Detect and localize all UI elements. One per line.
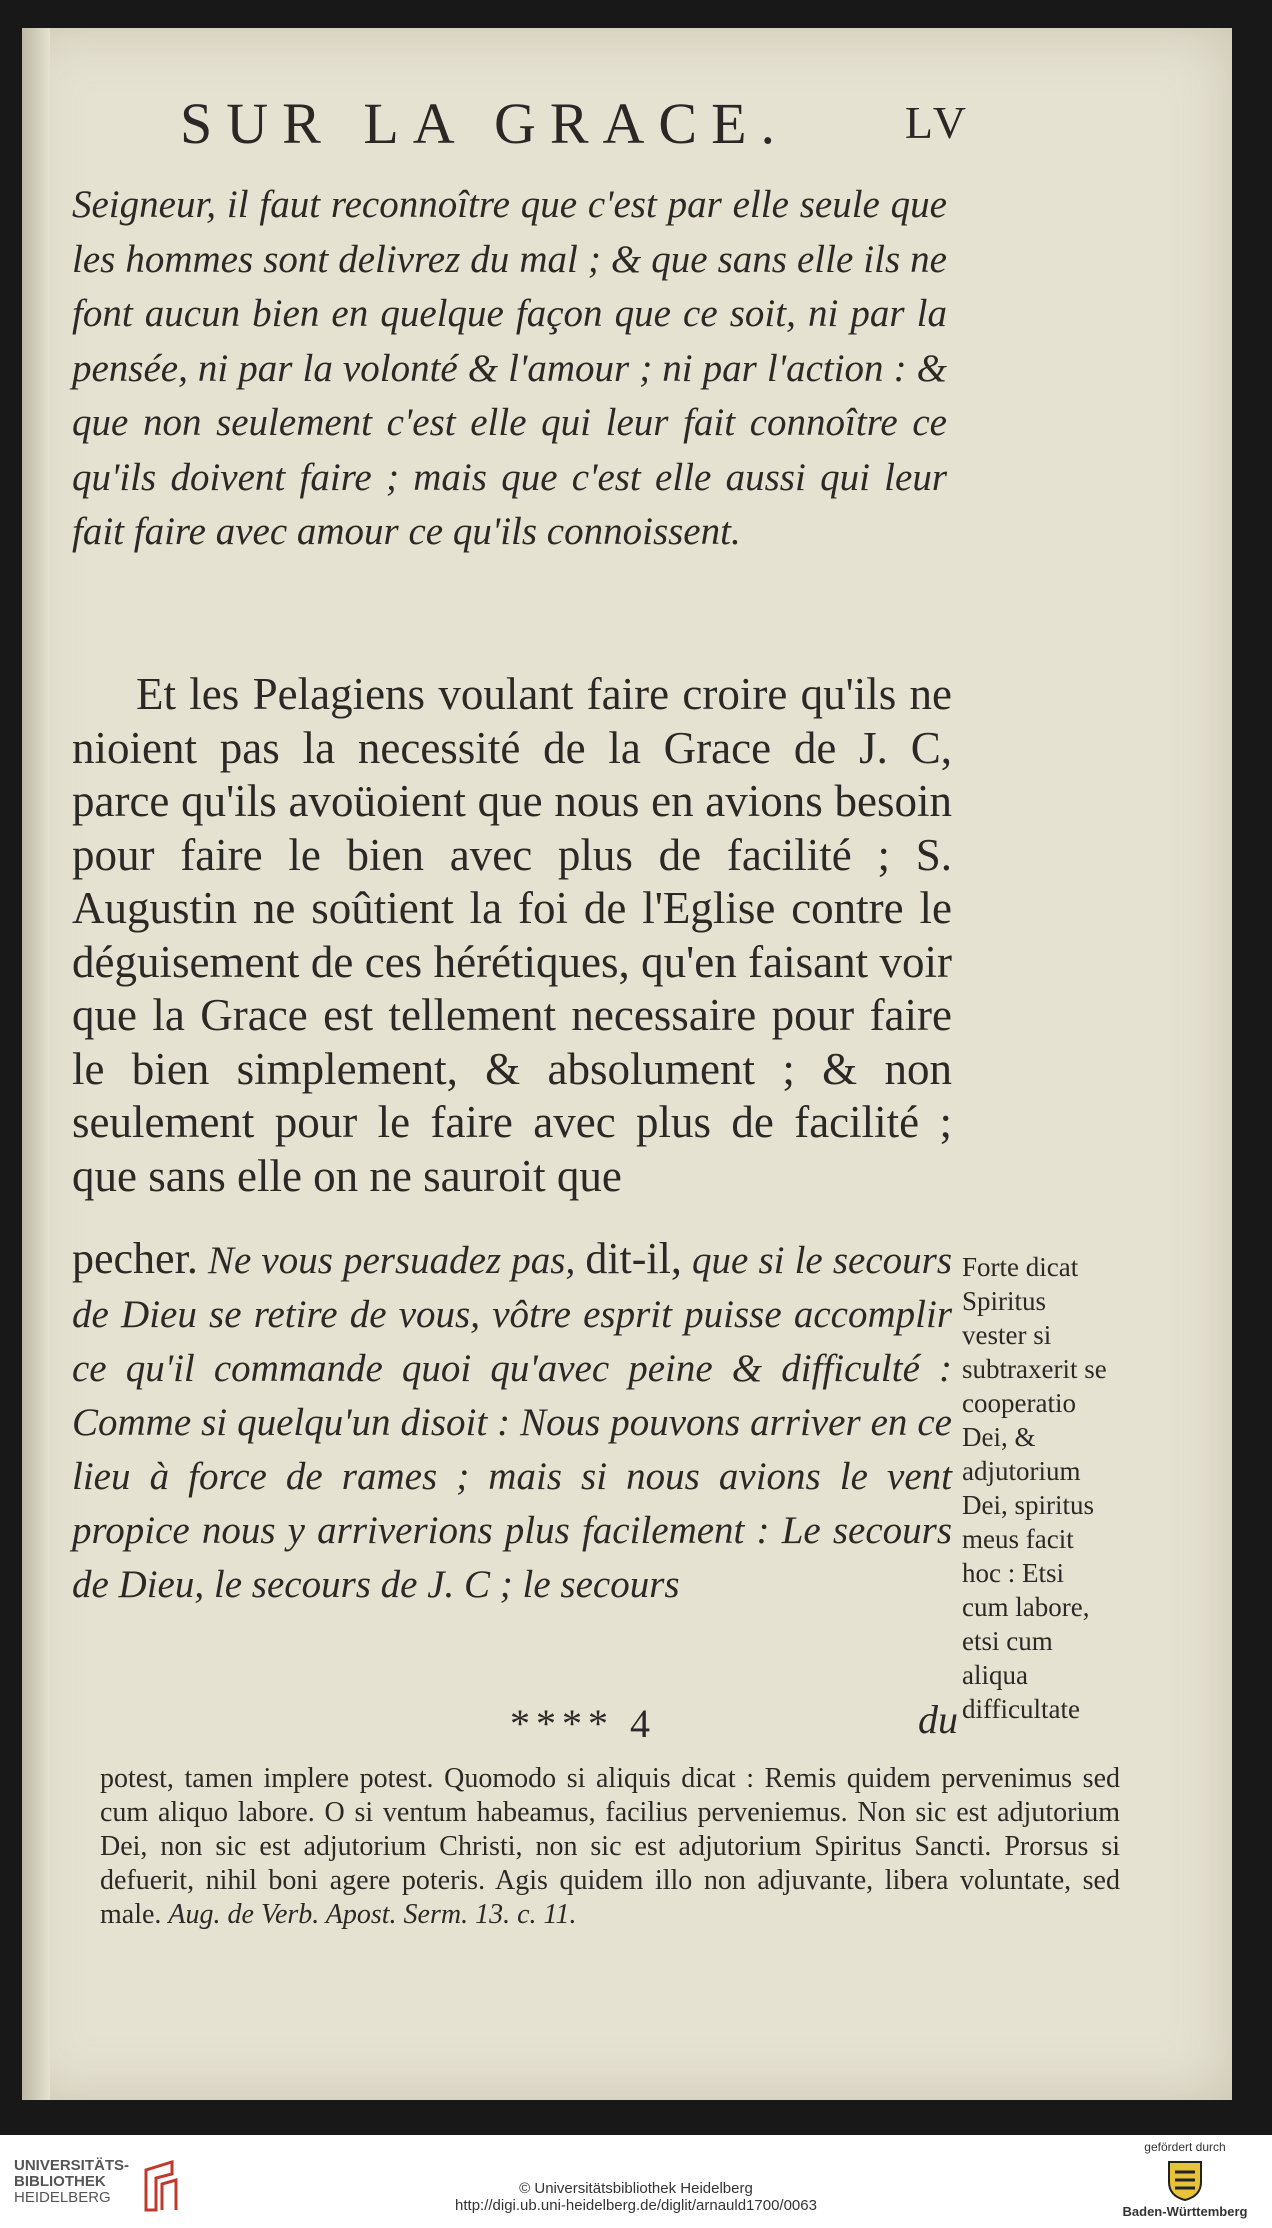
funder-logo[interactable]	[1105, 2140, 1265, 2225]
footnote	[100, 1762, 1120, 1932]
running-title: SUR LA GRACE.	[180, 91, 790, 156]
page-gutter	[22, 28, 50, 2100]
permalink[interactable]: http://digi.ub.uni-heidelberg.de/diglit/arnauld1700/0063	[455, 2197, 817, 2214]
inquit-phrase: dit-il,	[585, 1234, 682, 1283]
margin-note: Forte dicat Spiritus vester si subtraxerit se cooperatio Dei, & adjutorium Dei, spiritus meus facit hoc : Etsi cum labore, etsi cum aliqua difficultate	[962, 1252, 1107, 1724]
catchword: du	[918, 1697, 958, 1742]
footnote-text: potest, tamen implere potest. Quomodo si aliquis dicat : Remis quidem pervenimus sed cum aliquo labore. O si ventum habeamus, facilius perveniemus. Non sic est adjutorium Dei, non sic est adjutorium Christi, non sic est adjutorium Spiritus Sancti. Prorsus si defuerit, nihil boni agere poteris. Agis quidem illo non adjuvante, libera voluntate, sed male.	[100, 1763, 1120, 1930]
running-header	[180, 90, 970, 170]
mixed-paragraph	[72, 1232, 952, 1612]
roman-paragraph: Et les Pelagiens voulant faire croire qu'ils ne nioient pas la necessité de la Grace de J. C, parce qu'ils avoüoient que nous en avions besoin pour faire le bien avec plus de facilité ; S. Augustin ne soûtient la foi de l'Eglise contre le déguisement de ces hérétiques, qu'en faisant voir que la Grace est tellement necessaire pour faire le bien simplement, & absolument ; & non seulement pour le faire avec plus de facilité ; que sans elle on ne sauroit que	[72, 669, 952, 1201]
copyright-notice	[0, 2180, 1272, 2214]
funder-name: Baden-Württemberg	[1122, 2204, 1248, 2219]
coat-of-arms-icon	[1165, 2158, 1205, 2202]
copyright-text: © Universitätsbibliothek Heidelberg	[519, 2180, 753, 2197]
page-folio: LV	[904, 97, 970, 148]
footnote-citation: Aug. de Verb. Apost. Serm. 13. c. 11.	[168, 1899, 577, 1930]
library-name-line-1: UNIVERSITÄTS-	[14, 2157, 130, 2174]
signature-mark: **** 4	[510, 1701, 656, 1746]
italic-paragraph: Seigneur, il faut reconnoître que c'est par elle seule que les hommes sont delivrez du mal ; & que sans elle ils ne font aucun bien en quelque façon que ce soit, ni par la pensée, ni par la volonté & l'amour ; ni par l'action : & que non seulement c'est elle qui leur fait connoître ce qu'ils doivent faire ; mais que c'est elle aussi qui leur fait faire avec amour ce qu'ils connoissent.	[72, 183, 947, 553]
library-name-line-2: BIBLIOTHEK	[14, 2173, 106, 2190]
funder-label: gefördert durch	[1144, 2140, 1226, 2154]
quotation-part-2: que si le secours de Dieu se retire de vous, vôtre esprit puisse accomplir ce qu'il commande quoi qu'avec peine & difficulté : Comme si quelqu'un disoit : Nous pouvons arriver en ce lieu à force de rames ; mais si nous avions le vent propice nous y arriverions plus facilement : Le secours de Dieu, le secours de J. C ; le secours	[72, 1239, 953, 1606]
quotation-part-1: Ne vous persuadez pas,	[207, 1239, 576, 1282]
paragraph-start: pecher.	[72, 1234, 198, 1283]
library-name-line-3: HEIDELBERG	[14, 2189, 111, 2206]
